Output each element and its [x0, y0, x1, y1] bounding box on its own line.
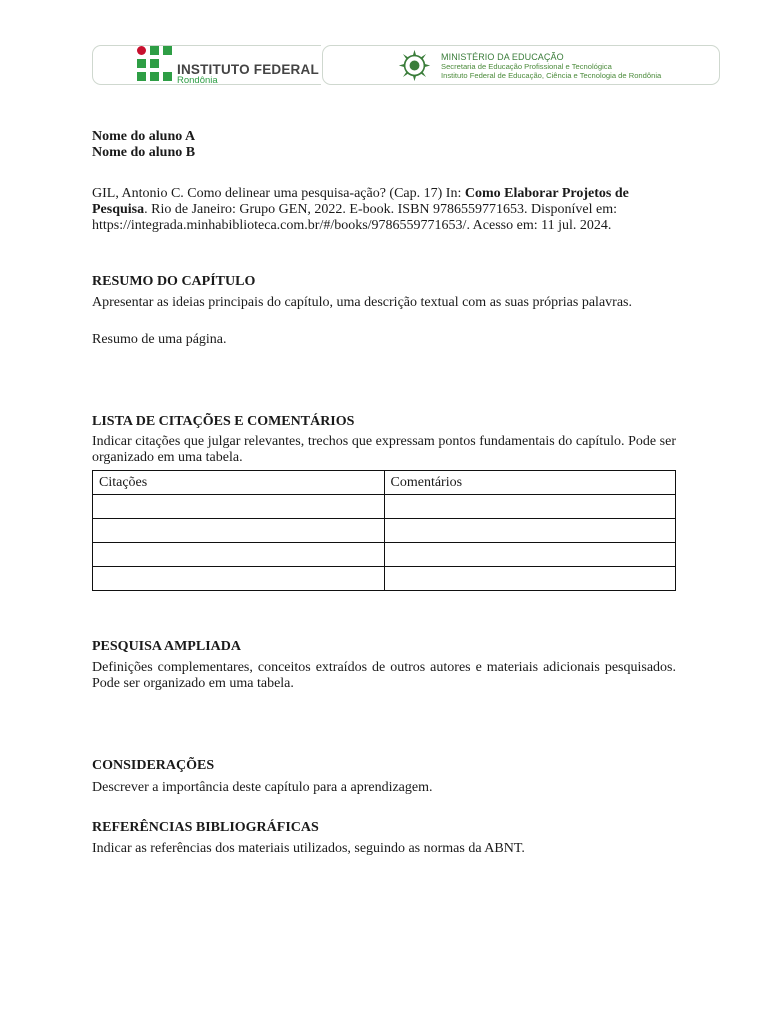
section-title-lista: LISTA DE CITAÇÕES E COMENTÁRIOS — [92, 414, 355, 429]
ministry-secretariat: Secretaria de Educação Profissional e Tecnológica — [441, 62, 612, 71]
institute-subtitle: Rondônia — [177, 75, 218, 86]
student-name-b: Nome do aluno B — [92, 145, 196, 160]
referencias-instructions: Indicar as referências dos materiais utilizados, seguindo as normas da ABNT. — [92, 841, 525, 856]
chapter-reference — [92, 186, 676, 234]
instituto-federal-logo — [137, 46, 173, 82]
section-title-pesquisa: PESQUISA AMPLIADA — [92, 639, 241, 654]
reference-suffix: . Rio de Janeiro: Grupo GEN, 2022. E-book. ISBN 9786559771653. Disponível em: https://integrada.minhabiblioteca.com.br/#/books/9786559771653/. Acesso em: 11 jul. 2024. — [92, 202, 617, 233]
table-cell[interactable] — [93, 519, 385, 543]
table-row — [93, 543, 676, 567]
table-header-citacoes: Citações — [93, 471, 385, 495]
section-title-resumo: RESUMO DO CAPÍTULO — [92, 274, 256, 289]
table-row — [93, 495, 676, 519]
pesquisa-instructions: Definições complementares, conceitos extraídos de outros autores e materiais adicionais pesquisados. Pode ser organizado em uma tabela. — [92, 660, 676, 691]
republic-seal-icon — [398, 49, 431, 82]
table-header-row — [93, 471, 676, 495]
table-row — [93, 567, 676, 591]
reference-prefix: GIL, Antonio C. Como delinear uma pesquisa-ação? (Cap. 17) In: — [92, 186, 465, 201]
table-row — [93, 519, 676, 543]
table-cell[interactable] — [384, 495, 676, 519]
table-cell[interactable] — [93, 543, 385, 567]
institute-title: INSTITUTO FEDERAL — [177, 62, 319, 77]
table-cell[interactable] — [384, 519, 676, 543]
table-cell[interactable] — [384, 567, 676, 591]
table-cell[interactable] — [384, 543, 676, 567]
ministry-name: MINISTÉRIO DA EDUCAÇÃO — [441, 52, 564, 62]
citations-table — [92, 470, 676, 591]
lista-instructions: Indicar citações que julgar relevantes, trechos que expressam pontos fundamentais do capítulo. Pode ser organizado em uma tabela. — [92, 434, 676, 465]
table-cell[interactable] — [93, 567, 385, 591]
section-title-consideracoes: CONSIDERAÇÕES — [92, 758, 215, 773]
ministry-institute: Instituto Federal de Educação, Ciência e Tecnologia de Rondônia — [441, 71, 662, 80]
table-header-comentarios: Comentários — [384, 471, 676, 495]
section-title-referencias: REFERÊNCIAS BIBLIOGRÁFICAS — [92, 820, 319, 835]
resumo-length-note: Resumo de uma página. — [92, 332, 227, 347]
table-cell[interactable] — [93, 495, 385, 519]
reference-book-title: Como Elaborar Projetos de Pesquisa — [92, 186, 629, 217]
consideracoes-instructions: Descrever a importância deste capítulo para a aprendizagem. — [92, 780, 433, 795]
student-name-a: Nome do aluno A — [92, 129, 196, 144]
resumo-instructions: Apresentar as ideias principais do capítulo, uma descrição textual com as suas próprias palavras. — [92, 295, 632, 310]
